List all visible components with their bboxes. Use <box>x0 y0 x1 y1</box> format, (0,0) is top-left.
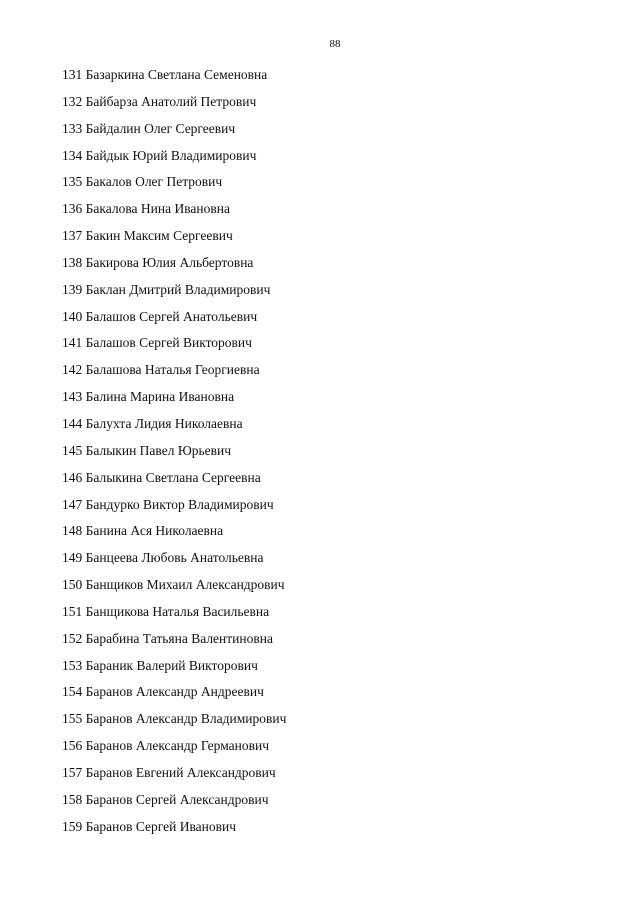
list-item <box>62 657 286 684</box>
entry-name: Банщиков Михаил Александрович <box>85 577 285 593</box>
list-item <box>62 603 286 630</box>
entry-name: Баклан Дмитрий Владимирович <box>85 281 271 297</box>
entry-name: Банщикова Наталья Васильевна <box>85 603 270 619</box>
entry-number: 141 <box>62 335 83 351</box>
entry-number: 152 <box>62 630 83 646</box>
entry-name: Балыкин Павел Юрьевич <box>85 442 231 458</box>
entry-number: 138 <box>62 254 83 270</box>
entry-number: 157 <box>62 764 83 780</box>
list-item <box>62 442 286 469</box>
entry-number: 146 <box>62 469 83 485</box>
entry-name: Баранов Александр Андреевич <box>85 684 264 700</box>
entry-name: Баранов Сергей Александрович <box>85 791 269 807</box>
entry-name: Балина Марина Ивановна <box>85 389 235 405</box>
entry-number: 144 <box>62 415 83 431</box>
list-item <box>62 254 286 281</box>
entry-number: 155 <box>62 711 83 727</box>
entry-name: Баранов Сергей Иванович <box>85 818 236 834</box>
list-item <box>62 737 286 764</box>
entry-number: 149 <box>62 550 83 566</box>
entry-name: Байдалин Олег Сергеевич <box>85 120 236 136</box>
entry-number: 133 <box>62 120 83 136</box>
list-item <box>62 120 286 147</box>
entry-name: Бакалов Олег Петрович <box>85 174 223 190</box>
list-item <box>62 522 286 549</box>
list-item <box>62 791 286 818</box>
list-item <box>62 147 286 174</box>
entry-name: Балыкина Светлана Сергеевна <box>85 469 261 485</box>
list-item <box>62 683 286 710</box>
list-item <box>62 334 286 361</box>
list-item <box>62 308 286 335</box>
entry-name: Баранов Евгений Александрович <box>85 764 276 780</box>
entry-name: Баранов Александр Владимирович <box>85 711 287 727</box>
entry-name: Банина Ася Николаевна <box>85 523 224 539</box>
entry-number: 156 <box>62 738 83 754</box>
entry-name: Бандурко Виктор Владимирович <box>85 496 274 512</box>
list-item <box>62 361 286 388</box>
entry-name: Барабина Татьяна Валентиновна <box>85 630 273 646</box>
list-item <box>62 281 286 308</box>
entry-number: 135 <box>62 174 83 190</box>
list-item <box>62 66 286 93</box>
entry-number: 142 <box>62 362 83 378</box>
entry-name: Банцеева Любовь Анатольевна <box>85 550 264 566</box>
entry-name: Байбарза Анатолий Петрович <box>85 93 257 109</box>
entry-number: 150 <box>62 577 83 593</box>
entry-number: 137 <box>62 228 83 244</box>
list-item <box>62 227 286 254</box>
entry-name: Бакирова Юлия Альбертовна <box>85 254 254 270</box>
entry-number: 140 <box>62 308 83 324</box>
name-list <box>62 66 286 844</box>
entry-number: 136 <box>62 201 83 217</box>
entry-name: Балашова Наталья Георгиевна <box>85 362 260 378</box>
list-item <box>62 764 286 791</box>
entry-number: 131 <box>62 67 83 82</box>
entry-name: Балухта Лидия Николаевна <box>85 415 243 431</box>
list-item <box>62 549 286 576</box>
entry-name: Балашов Сергей Анатольевич <box>85 308 258 324</box>
entry-number: 153 <box>62 657 83 673</box>
entry-name: Балашов Сергей Викторович <box>85 335 252 351</box>
list-item <box>62 576 286 603</box>
list-item <box>62 200 286 227</box>
entry-number: 147 <box>62 496 83 512</box>
list-item <box>62 630 286 657</box>
list-item <box>62 710 286 737</box>
list-item <box>62 496 286 523</box>
entry-number: 132 <box>62 93 83 109</box>
entry-number: 148 <box>62 523 83 539</box>
entry-name: Бакалова Нина Ивановна <box>85 201 230 217</box>
entry-number: 145 <box>62 442 83 458</box>
entry-name: Баранов Александр Германович <box>85 738 270 754</box>
list-item <box>62 469 286 496</box>
entry-number: 134 <box>62 147 83 163</box>
entry-number: 151 <box>62 603 83 619</box>
list-item <box>62 818 286 845</box>
page-number: 88 <box>329 38 341 50</box>
entry-name: Базаркина Светлана Семеновна <box>85 67 268 82</box>
list-item <box>62 415 286 442</box>
list-item <box>62 173 286 200</box>
entry-number: 159 <box>62 818 83 834</box>
entry-number: 139 <box>62 281 83 297</box>
entry-name: Байдык Юрий Владимирович <box>85 147 257 163</box>
entry-name: Бакин Максим Сергеевич <box>85 228 233 244</box>
entry-number: 143 <box>62 389 83 405</box>
entry-name: Бараник Валерий Викторович <box>85 657 258 673</box>
entry-number: 158 <box>62 791 83 807</box>
list-item <box>62 388 286 415</box>
list-item <box>62 93 286 120</box>
entry-number: 154 <box>62 684 83 700</box>
